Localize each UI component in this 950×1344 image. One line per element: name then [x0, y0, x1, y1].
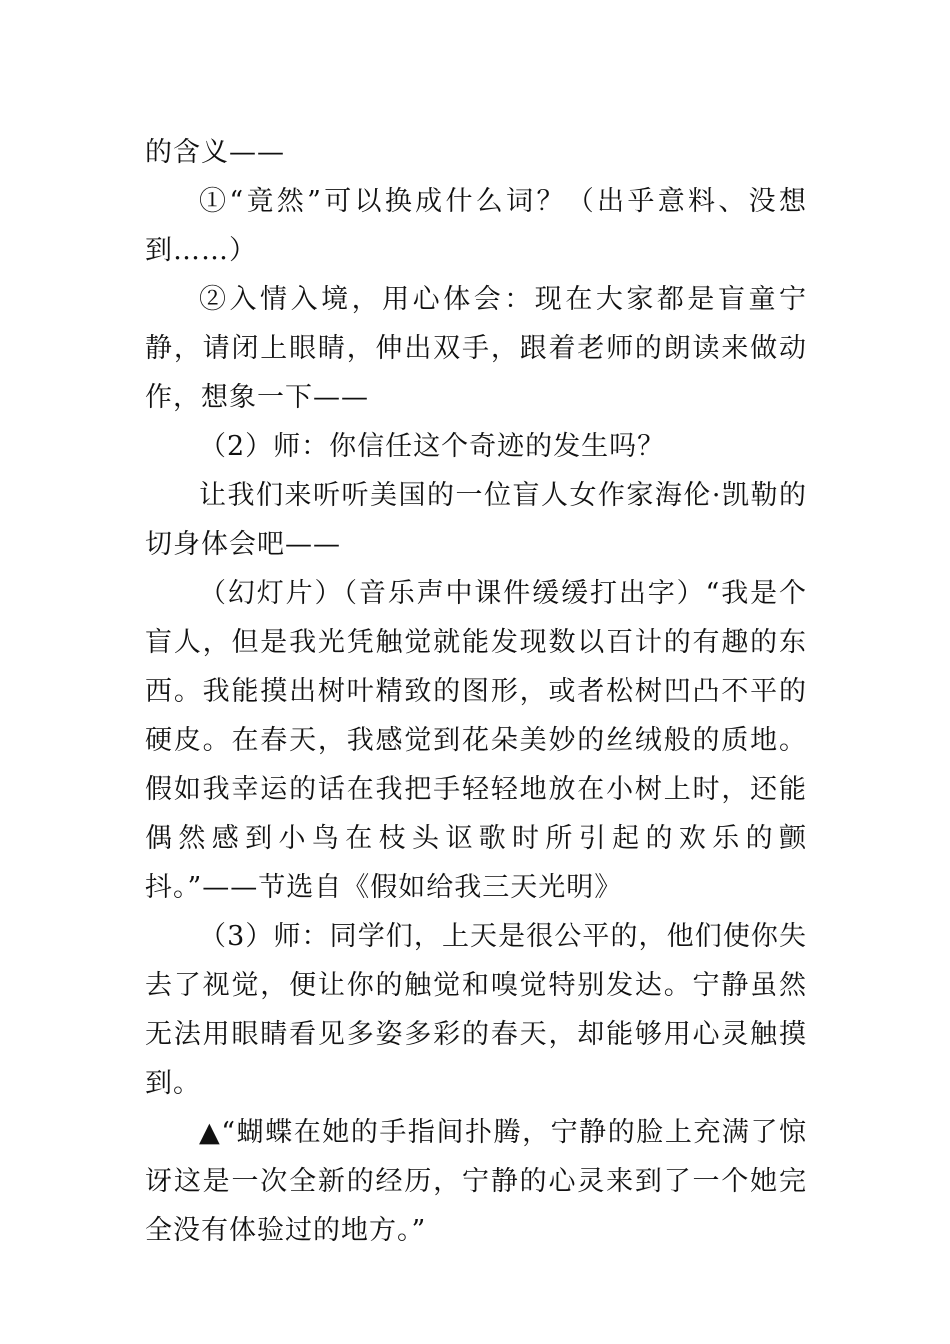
paragraph-meaning-continuation: 的含义—— [145, 137, 285, 168]
paragraph-question-2: ②入情入境，用心体会：现在大家都是盲童宁静，请闭上眼睛，伸出双手，跟着老师的朗读来做动作，想象一下—— [145, 284, 807, 413]
paragraph-teacher-3: （3）师：同学们，上天是很公平的，他们使你失去了视觉，便让你的触觉和嗅觉特别发达。宁静虽然无法用眼睛看见多姿多彩的春天，却能够用心灵触摸到。 [145, 921, 807, 1099]
paragraph-slide-quote: （幻灯片）（音乐声中课件缓缓打出字）“我是个盲人，但是我光凭触觉就能发现数以百计的有趣的东西。我能摸出树叶精致的图形，或者松树凹凸不平的硬皮。在春天，我感觉到花朵美妙的丝绒般的质地。假如我幸运的话在我把手轻轻地放在小树上时，还能偶然感到小鸟在枝头讴歌时所引起的欢乐的颤抖。”——节选自《假如给我三天光明》 [145, 578, 807, 903]
paragraph-teacher-2: （2）师：你信任这个奇迹的发生吗？ [199, 431, 666, 462]
document-body [145, 128, 807, 1255]
paragraph-helen-keller-intro: 让我们来听听美国的一位盲人女作家海伦·凯勒的切身体会吧—— [145, 480, 807, 560]
paragraph-question-1: ①“竟然”可以换成什么词？（出乎意料、没想到……） [145, 186, 807, 266]
paragraph-butterfly-quote: ▲“蝴蝶在她的手指间扑腾，宁静的脸上充满了惊讶这是一次全新的经历，宁静的心灵来到了一个她完全没有体验过的地方。” [145, 1117, 807, 1246]
